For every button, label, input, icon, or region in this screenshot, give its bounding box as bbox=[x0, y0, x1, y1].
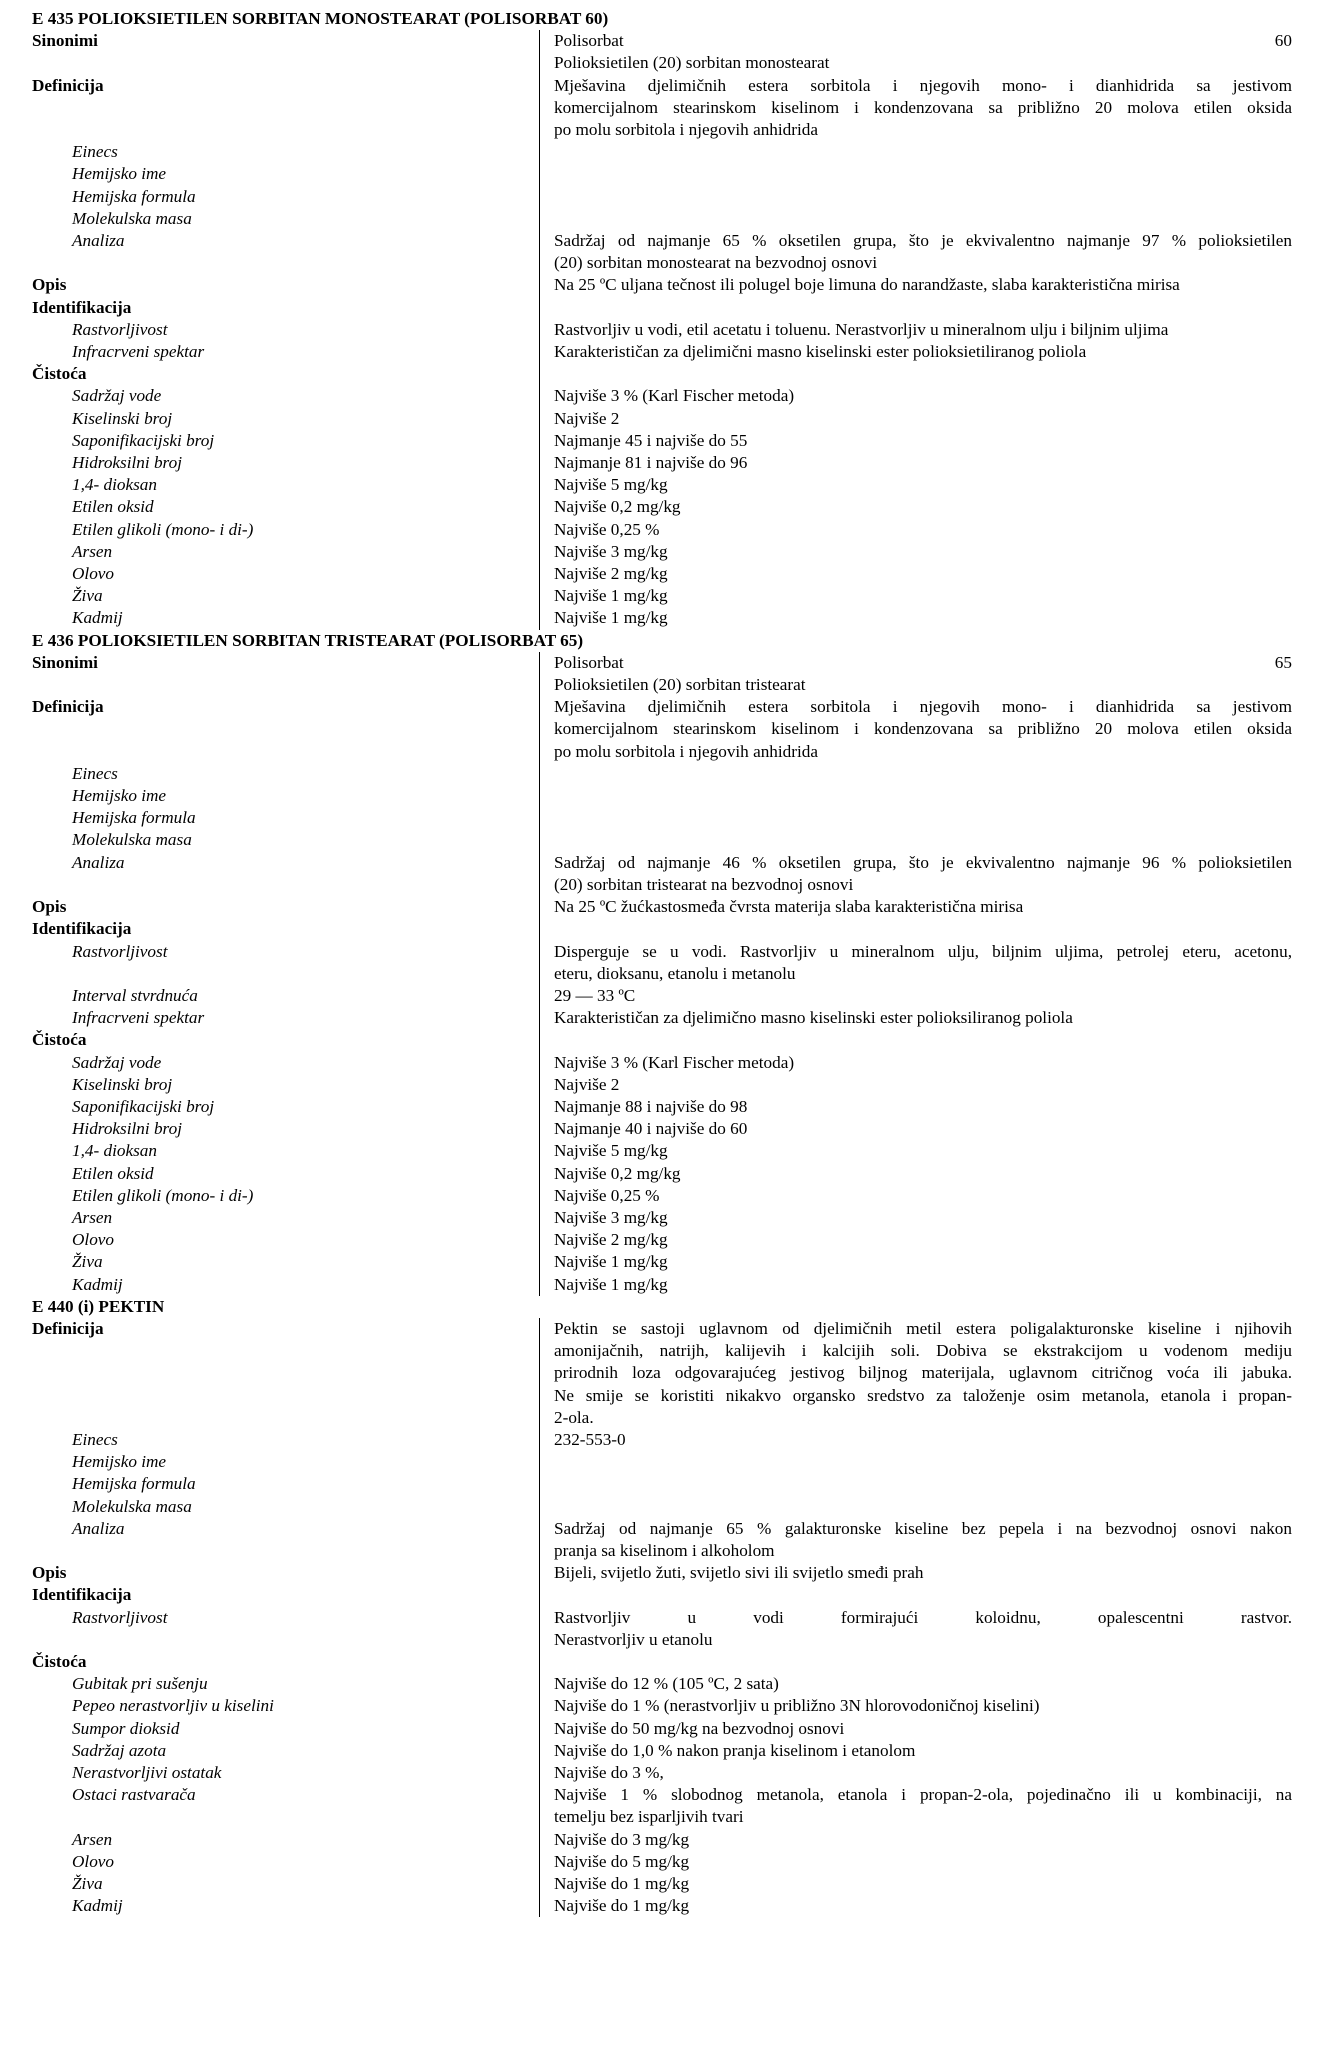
spec-label: Molekulska masa bbox=[72, 1496, 192, 1516]
spec-row-kadmij bbox=[32, 1895, 1292, 1917]
spec-value bbox=[539, 1651, 1292, 1673]
spec-value bbox=[539, 363, 1292, 385]
spec-label: Sadržaj vode bbox=[72, 1052, 162, 1072]
spec-label: Kiselinski broj bbox=[72, 408, 173, 428]
spec-value bbox=[539, 1695, 1292, 1717]
spec-row-sadrzaj-vode bbox=[32, 385, 1292, 407]
spec-label: Opis bbox=[32, 275, 67, 295]
spec-label: Hemijska formula bbox=[72, 1474, 196, 1494]
spec-value-line: Najviše do 3 %, bbox=[554, 1763, 664, 1782]
spec-value-line: Polioksietilen (20) sorbitan monostearat bbox=[554, 53, 830, 73]
spec-value bbox=[539, 1052, 1292, 1074]
spec-value-line: Najviše do 1 % (nerastvorljiv u približno 3N hlorovodoničnoj kiselini) bbox=[554, 1696, 1040, 1716]
spec-row-definicija bbox=[32, 696, 1292, 763]
spec-row-hidroksilni-broj bbox=[32, 452, 1292, 474]
spec-value-line: Najviše do 1 mg/kg bbox=[554, 1874, 690, 1894]
spec-value-line: Najviše 3 % (Karl Fischer metoda) bbox=[554, 1052, 795, 1072]
spec-row-infracrveni-spektar bbox=[32, 1007, 1292, 1029]
spec-value-line: Najviše 2 bbox=[554, 408, 620, 428]
spec-row-etilen-glikoli-mono-i-di bbox=[32, 1185, 1292, 1207]
spec-value bbox=[539, 1096, 1292, 1118]
spec-value-line: Rastvorljiv u vodi formirajući koloidnu, opalescentni rastvor. bbox=[554, 1607, 1292, 1627]
spec-row-sinonimi bbox=[32, 652, 1292, 696]
spec-label: Opis bbox=[32, 1563, 67, 1583]
spec-row-arsen bbox=[32, 541, 1292, 563]
spec-row-rastvorljivost bbox=[32, 319, 1292, 341]
spec-value-line: Najmanje 88 i najviše do 98 bbox=[554, 1096, 748, 1116]
spec-row-analiza bbox=[32, 230, 1292, 274]
spec-row-identifikacija bbox=[32, 297, 1292, 319]
spec-row-molekulska-masa bbox=[32, 1496, 1292, 1518]
spec-value-line: Nerastvorljiv u etanolu bbox=[554, 1629, 713, 1649]
spec-label: Živa bbox=[72, 1252, 103, 1272]
spec-row-arsen bbox=[32, 1829, 1292, 1851]
spec-value bbox=[539, 652, 1292, 696]
spec-value-line: Najviše 0,2 mg/kg bbox=[554, 497, 681, 517]
spec-row-cistoca bbox=[32, 1029, 1292, 1051]
spec-row-sadrzaj-vode bbox=[32, 1052, 1292, 1074]
spec-row-kiselinski-broj bbox=[32, 1074, 1292, 1096]
spec-row-identifikacija bbox=[32, 918, 1292, 940]
spec-value bbox=[539, 918, 1292, 940]
spec-label: Einecs bbox=[72, 1429, 118, 1449]
spec-value bbox=[539, 319, 1292, 341]
spec-label: Rastvorljivost bbox=[72, 1607, 168, 1627]
spec-row-rastvorljivost bbox=[32, 1607, 1292, 1651]
spec-label: Živa bbox=[72, 586, 103, 606]
spec-value-line: po molu sorbitola i njegovih anhidrida bbox=[554, 120, 818, 139]
spec-value bbox=[539, 896, 1292, 918]
spec-value-line: Najviše do 5 mg/kg bbox=[554, 1851, 690, 1871]
spec-label: 1,4- dioksan bbox=[72, 475, 157, 495]
spec-value bbox=[539, 1251, 1292, 1273]
spec-row-olovo bbox=[32, 1851, 1292, 1873]
spec-value bbox=[539, 1007, 1292, 1029]
spec-row-opis bbox=[32, 896, 1292, 918]
spec-value-line: Najviše 0,2 mg/kg bbox=[554, 1163, 681, 1183]
spec-value-line: po molu sorbitola i njegovih anhidrida bbox=[554, 741, 818, 761]
spec-label: Interval stvrdnuća bbox=[72, 985, 198, 1005]
spec-value-line: Najviše 5 mg/kg bbox=[554, 475, 668, 495]
spec-row-hemijsko-ime bbox=[32, 163, 1292, 185]
spec-label: Molekulska masa bbox=[72, 208, 192, 228]
spec-value bbox=[539, 1185, 1292, 1207]
spec-row-etilen-glikoli-mono-i-di bbox=[32, 519, 1292, 541]
spec-label: Analiza bbox=[72, 231, 125, 251]
spec-label: Analiza bbox=[72, 852, 125, 872]
spec-value-line: Sadržaj od najmanje 46 % oksetilen grupa, što je ekvivalentno najmanje 96 % polioksietilen bbox=[554, 852, 1292, 872]
spec-label: Arsen bbox=[72, 1207, 113, 1227]
spec-value-line: amonijačnih, natrijh, kalijevih i kalcijih soli. Dobiva se ekstrakcijom u vodenom mediju bbox=[554, 1341, 1292, 1361]
spec-value-line: 29 — 33 ºC bbox=[554, 985, 636, 1005]
spec-label: Nerastvorljivi ostatak bbox=[72, 1763, 222, 1782]
spec-value bbox=[539, 1140, 1292, 1162]
spec-row-definicija bbox=[32, 75, 1292, 142]
section-title: E 440 (i) PEKTIN bbox=[32, 1296, 165, 1316]
spec-value-line: pranja sa kiselinom i alkoholom bbox=[554, 1540, 775, 1560]
spec-label: Hemijsko ime bbox=[72, 164, 167, 184]
spec-row-opis bbox=[32, 1562, 1292, 1584]
spec-value-line: Najviše do 1,0 % nakon pranja kiselinom i etanolom bbox=[554, 1740, 916, 1760]
spec-value-line: Najviše 3 mg/kg bbox=[554, 541, 668, 561]
spec-value bbox=[539, 941, 1292, 985]
spec-row-etilen-oksid bbox=[32, 1163, 1292, 1185]
spec-value bbox=[539, 1163, 1292, 1185]
spec-value bbox=[539, 807, 1292, 829]
spec-label: Arsen bbox=[72, 541, 113, 561]
spec-label: Sadržaj azota bbox=[72, 1740, 167, 1760]
spec-value-line: 232-553-0 bbox=[554, 1429, 626, 1449]
spec-label: Saponifikacijski broj bbox=[72, 1096, 215, 1116]
spec-row-ziva bbox=[32, 1251, 1292, 1273]
spec-value-line: (20) sorbitan monostearat na bezvodnoj osnovi bbox=[554, 253, 878, 273]
section-title: E 435 POLIOKSIETILEN SORBITAN MONOSTEARAT (POLISORBAT 60) bbox=[32, 9, 609, 28]
spec-label: Kadmij bbox=[72, 1274, 123, 1294]
spec-label: Hidroksilni broj bbox=[72, 1119, 182, 1139]
spec-value-line: Najviše 1 mg/kg bbox=[554, 586, 668, 606]
spec-label: Sinonimi bbox=[32, 652, 98, 672]
spec-label: Identifikacija bbox=[32, 919, 132, 939]
spec-value-line: Disperguje se u vodi. Rastvorljiv u mineralnom ulju, biljnim uljima, petrolej eteru, acetonu, bbox=[554, 941, 1292, 961]
spec-value bbox=[539, 230, 1292, 274]
spec-label: Gubitak pri sušenju bbox=[72, 1674, 208, 1694]
spec-label: Hemijsko ime bbox=[72, 786, 167, 806]
spec-label: Identifikacija bbox=[32, 297, 132, 317]
spec-value bbox=[539, 1473, 1292, 1495]
spec-value-line: Najviše 3 mg/kg bbox=[554, 1207, 668, 1227]
spec-value-line: Najmanje 45 i najviše do 55 bbox=[554, 430, 748, 450]
spec-row-hemijska-formula bbox=[32, 807, 1292, 829]
spec-value bbox=[539, 496, 1292, 518]
spec-value bbox=[539, 408, 1292, 430]
spec-value-line: Najviše do 50 mg/kg na bezvodnoj osnovi bbox=[554, 1718, 845, 1738]
spec-value-line: Najviše 5 mg/kg bbox=[554, 1141, 668, 1161]
spec-label: Etilen glikoli (mono- i di-) bbox=[72, 1185, 254, 1205]
spec-value-line: Na 25 ºC uljana tečnost ili polugel boje limuna do narandžaste, slaba karakteristična mirisa bbox=[554, 275, 1180, 295]
spec-value-line: Najviše 2 mg/kg bbox=[554, 564, 668, 584]
spec-value bbox=[539, 1074, 1292, 1096]
spec-value bbox=[539, 852, 1292, 896]
spec-label: Čistoća bbox=[32, 1030, 87, 1050]
spec-label: Infracrveni spektar bbox=[72, 342, 205, 362]
spec-row-kadmij bbox=[32, 1274, 1292, 1296]
spec-label: Infracrveni spektar bbox=[72, 1008, 205, 1028]
spec-label: Kadmij bbox=[72, 608, 123, 628]
spec-row-analiza bbox=[32, 852, 1292, 896]
spec-value bbox=[539, 1851, 1292, 1873]
spec-value-line: Najviše 1 mg/kg bbox=[554, 1274, 668, 1294]
spec-value bbox=[539, 1118, 1292, 1140]
spec-label: Sinonimi bbox=[32, 31, 98, 51]
spec-label: Hemijska formula bbox=[72, 808, 196, 828]
spec-value bbox=[539, 1829, 1292, 1851]
spec-value bbox=[539, 75, 1292, 142]
spec-value-line: eteru, dioksanu, etanolu i metanolu bbox=[554, 963, 796, 983]
spec-row-hemijsko-ime bbox=[32, 1451, 1292, 1473]
spec-value-line: Mješavina djelimičnih estera sorbitola i njegovih mono- i dianhidrida sa jestivom bbox=[554, 75, 1292, 95]
section-title: E 436 POLIOKSIETILEN SORBITAN TRISTEARAT (POLISORBAT 65) bbox=[32, 630, 584, 650]
spec-value-line: Najviše do 1 mg/kg bbox=[554, 1896, 690, 1916]
spec-label: Analiza bbox=[72, 1518, 125, 1538]
spec-row-molekulska-masa bbox=[32, 829, 1292, 851]
spec-label: Hidroksilni broj bbox=[72, 453, 182, 473]
spec-row-kiselinski-broj bbox=[32, 408, 1292, 430]
spec-label: Čistoća bbox=[32, 364, 87, 384]
spec-row-analiza bbox=[32, 1518, 1292, 1562]
spec-row-einecs bbox=[32, 141, 1292, 163]
spec-row-identifikacija bbox=[32, 1584, 1292, 1606]
spec-value-line: Sadržaj od najmanje 65 % galakturonske kiseline bez pepela i na bezvodnoj osnovi nakon bbox=[554, 1518, 1292, 1538]
spec-label: Pepeo nerastvorljiv u kiselini bbox=[72, 1696, 274, 1716]
spec-label: Molekulska masa bbox=[72, 830, 192, 850]
spec-row-molekulska-masa bbox=[32, 208, 1292, 230]
spec-row-einecs bbox=[32, 1429, 1292, 1451]
spec-value bbox=[539, 1274, 1292, 1296]
spec-value bbox=[539, 274, 1292, 296]
spec-value-line: temelju bez isparljivih tvari bbox=[554, 1807, 744, 1827]
spec-row-cistoca bbox=[32, 1651, 1292, 1673]
spec-row-sinonimi bbox=[32, 30, 1292, 74]
spec-label: Definicija bbox=[32, 1318, 104, 1338]
spec-value-line: (20) sorbitan tristearat na bezvodnoj osnovi bbox=[554, 874, 854, 894]
spec-value bbox=[539, 829, 1292, 851]
spec-value-line: Bijeli, svijetlo žuti, svijetlo sivi ili svijetlo smeđi prah bbox=[554, 1563, 924, 1583]
spec-label: Arsen bbox=[72, 1829, 113, 1849]
spec-row-sumpor-dioksid bbox=[32, 1718, 1292, 1740]
spec-row-olovo bbox=[32, 1229, 1292, 1251]
spec-value-line: Rastvorljiv u vodi, etil acetatu i toluenu. Nerastvorljiv u mineralnom ulju i biljnim uljima bbox=[554, 319, 1169, 339]
spec-value bbox=[539, 1762, 1292, 1784]
spec-row-1-4-dioksan bbox=[32, 1140, 1292, 1162]
spec-row-opis bbox=[32, 274, 1292, 296]
spec-value bbox=[539, 163, 1292, 185]
spec-value bbox=[539, 1740, 1292, 1762]
spec-row-cistoca bbox=[32, 363, 1292, 385]
spec-value-line: Najviše 1 % slobodnog metanola, etanola i propan-2-ola, pojedinačno ili u kombinaciji, na bbox=[554, 1785, 1292, 1805]
spec-value bbox=[539, 1584, 1292, 1606]
spec-value bbox=[539, 186, 1292, 208]
spec-value bbox=[539, 1229, 1292, 1251]
spec-value-line: Sadržaj od najmanje 65 % oksetilen grupa, što je ekvivalentno najmanje 97 % polioksietilen bbox=[554, 231, 1292, 251]
spec-label: Hemijsko ime bbox=[72, 1452, 167, 1472]
spec-value-line: 2-ola. bbox=[554, 1407, 594, 1427]
spec-row-1-4-dioksan bbox=[32, 474, 1292, 496]
spec-row-definicija bbox=[32, 1318, 1292, 1429]
specification-document bbox=[32, 8, 1292, 1917]
spec-value-line: Najmanje 40 i najviše do 60 bbox=[554, 1119, 748, 1139]
spec-row-rastvorljivost bbox=[32, 941, 1292, 985]
spec-row-interval-stvrdnuca bbox=[32, 985, 1292, 1007]
spec-row-einecs bbox=[32, 763, 1292, 785]
spec-value bbox=[539, 1451, 1292, 1473]
spec-value-line: Na 25 ºC žućkastosmeđa čvrsta materija slaba karakteristična mirisa bbox=[554, 897, 1024, 917]
spec-value-line: Pektin se sastoji uglavnom od djelimičnih metil estera poligalakturonske kiseline i njihovih bbox=[554, 1318, 1292, 1338]
spec-row-hidroksilni-broj bbox=[32, 1118, 1292, 1140]
spec-value bbox=[539, 585, 1292, 607]
spec-value-line: Ne smije se koristiti nikakvo organsko sredstvo za taloženje osim metanola, etanola i propan- bbox=[554, 1385, 1292, 1405]
spec-value-line: komercijalnom stearinskom kiselinom i kondenzovana sa približno 20 molova etilen oksida bbox=[554, 97, 1292, 117]
spec-value-line: Polisorbat 65 bbox=[554, 652, 1292, 672]
spec-value bbox=[539, 141, 1292, 163]
spec-label: Opis bbox=[32, 897, 67, 917]
spec-value bbox=[539, 430, 1292, 452]
spec-label: Sadržaj vode bbox=[72, 386, 162, 406]
spec-row-olovo bbox=[32, 563, 1292, 585]
spec-value-line: prirodnih loza odgovarajućeg jestivog biljnog materijala, uglavnom citričnog voća ili jabuka. bbox=[554, 1363, 1292, 1383]
spec-value bbox=[539, 1518, 1292, 1562]
spec-value-line: Karakterističan za djelimični masno kiselinski ester polioksietiliranog poliola bbox=[554, 342, 1087, 362]
spec-value bbox=[539, 208, 1292, 230]
spec-row-arsen bbox=[32, 1207, 1292, 1229]
spec-row-hemijska-formula bbox=[32, 186, 1292, 208]
spec-value-line: Najviše 1 mg/kg bbox=[554, 1252, 668, 1272]
spec-value-line: komercijalnom stearinskom kiselinom i kondenzovana sa približno 20 molova etilen oksida bbox=[554, 719, 1292, 739]
spec-row-pepeo-nerastvorljiv-u-kiselini bbox=[32, 1695, 1292, 1717]
spec-value bbox=[539, 763, 1292, 785]
spec-label: 1,4- dioksan bbox=[72, 1141, 157, 1161]
spec-value bbox=[539, 341, 1292, 363]
spec-label: Čistoća bbox=[32, 1651, 87, 1671]
spec-row-gubitak-pri-susenju bbox=[32, 1673, 1292, 1695]
spec-value bbox=[539, 696, 1292, 763]
spec-value bbox=[539, 1207, 1292, 1229]
spec-label: Ostaci rastvarača bbox=[72, 1785, 196, 1805]
spec-value bbox=[539, 1784, 1292, 1828]
spec-label: Saponifikacijski broj bbox=[72, 430, 215, 450]
spec-label: Etilen oksid bbox=[72, 1163, 154, 1183]
spec-label: Olovo bbox=[72, 1230, 115, 1250]
spec-row-nerastvorljivi-ostatak bbox=[32, 1762, 1292, 1784]
spec-value bbox=[539, 297, 1292, 319]
spec-value bbox=[539, 1607, 1292, 1651]
spec-value bbox=[539, 563, 1292, 585]
spec-row-saponifikacijski-broj bbox=[32, 1096, 1292, 1118]
spec-row-saponifikacijski-broj bbox=[32, 430, 1292, 452]
spec-label: Kadmij bbox=[72, 1896, 123, 1916]
spec-label: Definicija bbox=[32, 697, 104, 717]
spec-row-ostaci-rastvaraca bbox=[32, 1784, 1292, 1828]
spec-value bbox=[539, 1496, 1292, 1518]
spec-value bbox=[539, 30, 1292, 74]
spec-value bbox=[539, 541, 1292, 563]
spec-value-line: Najmanje 81 i najviše do 96 bbox=[554, 453, 748, 473]
spec-row-ziva bbox=[32, 1873, 1292, 1895]
spec-value-line: Najviše do 3 mg/kg bbox=[554, 1829, 690, 1849]
spec-row-sadrzaj-azota bbox=[32, 1740, 1292, 1762]
spec-label: Živa bbox=[72, 1874, 103, 1894]
spec-value-line: Najviše do 12 % (105 ºC, 2 sata) bbox=[554, 1674, 779, 1694]
spec-row-hemijsko-ime bbox=[32, 785, 1292, 807]
spec-label: Etilen glikoli (mono- i di-) bbox=[72, 519, 254, 539]
spec-label: Identifikacija bbox=[32, 1585, 132, 1605]
spec-label: Einecs bbox=[72, 142, 118, 162]
spec-value bbox=[539, 519, 1292, 541]
spec-value bbox=[539, 474, 1292, 496]
spec-value bbox=[539, 385, 1292, 407]
spec-label: Rastvorljivost bbox=[72, 319, 168, 339]
spec-row-hemijska-formula bbox=[32, 1473, 1292, 1495]
spec-value bbox=[539, 1029, 1292, 1051]
spec-value-line: Najviše 3 % (Karl Fischer metoda) bbox=[554, 386, 795, 406]
spec-row-etilen-oksid bbox=[32, 496, 1292, 518]
spec-value bbox=[539, 452, 1292, 474]
spec-value bbox=[539, 1673, 1292, 1695]
spec-label: Kiselinski broj bbox=[72, 1074, 173, 1094]
spec-label: Etilen oksid bbox=[72, 497, 154, 517]
spec-value bbox=[539, 1873, 1292, 1895]
spec-value bbox=[539, 1429, 1292, 1451]
spec-value bbox=[539, 1895, 1292, 1917]
spec-value bbox=[539, 785, 1292, 807]
spec-value-line: Mješavina djelimičnih estera sorbitola i njegovih mono- i dianhidrida sa jestivom bbox=[554, 697, 1292, 717]
spec-row-kadmij bbox=[32, 607, 1292, 629]
spec-label: Olovo bbox=[72, 564, 115, 584]
spec-value-line: Najviše 0,25 % bbox=[554, 1185, 660, 1205]
spec-row-ziva bbox=[32, 585, 1292, 607]
spec-label: Rastvorljivost bbox=[72, 941, 168, 961]
spec-label: Hemijska formula bbox=[72, 186, 196, 206]
spec-value-line: Najviše 1 mg/kg bbox=[554, 608, 668, 628]
spec-value bbox=[539, 985, 1292, 1007]
spec-label: Sumpor dioksid bbox=[72, 1718, 180, 1738]
spec-value bbox=[539, 1718, 1292, 1740]
spec-label: Olovo bbox=[72, 1851, 115, 1871]
spec-label: Einecs bbox=[72, 763, 118, 783]
spec-value-line: Polisorbat 60 bbox=[554, 31, 1292, 51]
spec-row-infracrveni-spektar bbox=[32, 341, 1292, 363]
spec-value-line: Karakterističan za djelimično masno kiselinski ester polioksiliranog poliola bbox=[554, 1008, 1073, 1028]
spec-value bbox=[539, 607, 1292, 629]
spec-value-line: Najviše 2 bbox=[554, 1074, 620, 1094]
spec-value bbox=[539, 1318, 1292, 1429]
spec-value-line: Najviše 0,25 % bbox=[554, 519, 660, 539]
spec-value-line: Najviše 2 mg/kg bbox=[554, 1230, 668, 1250]
spec-value bbox=[539, 1562, 1292, 1584]
spec-value-line: Polioksietilen (20) sorbitan tristearat bbox=[554, 675, 806, 695]
spec-label: Definicija bbox=[32, 75, 104, 95]
